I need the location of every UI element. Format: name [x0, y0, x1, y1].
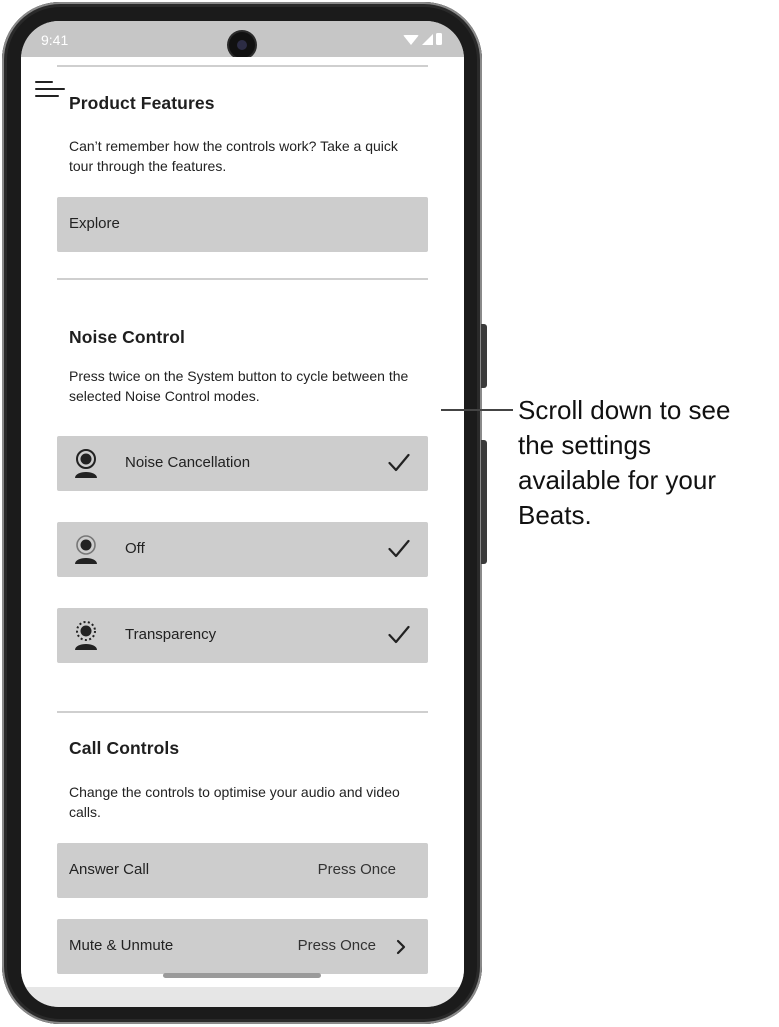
noise-control-heading: Noise Control — [69, 327, 186, 347]
checkmark-icon — [388, 539, 410, 559]
checkmark-icon — [388, 453, 410, 473]
noise-mode-noise-cancellation[interactable] — [57, 436, 428, 491]
mute-unmute-label: Mute & Unmute — [69, 937, 174, 954]
hamburger-menu-icon[interactable] — [35, 81, 67, 103]
section-divider — [57, 65, 428, 67]
call-controls-description: Change the controls to optimise your audio and video calls. — [69, 784, 400, 820]
noise-off-icon — [73, 535, 99, 565]
noise-mode-off[interactable] — [57, 522, 428, 577]
product-features-description: Can’t remember how the controls work? Take a quick tour through the features. — [69, 138, 398, 174]
explore-label: Explore — [69, 215, 120, 232]
checkmark-icon — [388, 625, 410, 645]
noise-mode-transparency[interactable] — [57, 608, 428, 663]
answer-call-label: Answer Call — [69, 861, 150, 878]
transparency-icon — [73, 621, 99, 651]
call-controls-heading: Call Controls — [69, 738, 180, 758]
answer-call-value: Press Once — [317, 861, 396, 878]
section-divider — [57, 278, 428, 280]
navigation-bar — [21, 987, 464, 1007]
product-features-heading: Product Features — [69, 93, 215, 113]
noise-mode-label: Noise Cancellation — [125, 454, 251, 471]
noise-mode-label: Off — [125, 540, 145, 557]
callout-text: Scroll down to see the settings available for your Beats. — [518, 395, 731, 530]
mute-unmute-value: Press Once — [297, 937, 376, 954]
status-time: 9:41 — [41, 32, 69, 48]
noise-mode-label: Transparency — [125, 626, 217, 643]
callout-line — [441, 409, 513, 411]
explore-button[interactable] — [57, 197, 428, 252]
beats-settings-screen — [21, 57, 464, 987]
status-icons — [403, 33, 442, 45]
power-button — [481, 440, 487, 564]
answer-call-row[interactable] — [57, 843, 428, 898]
wifi-icon — [403, 35, 419, 45]
mute-unmute-row[interactable] — [57, 919, 428, 974]
home-indicator[interactable] — [163, 973, 321, 978]
front-camera — [229, 32, 255, 58]
noise-cancellation-icon — [73, 449, 99, 479]
battery-icon — [436, 33, 442, 45]
section-divider — [57, 711, 428, 713]
volume-button — [481, 324, 487, 388]
noise-control-description: Press twice on the System button to cycle between the selected Noise Control modes. — [69, 368, 409, 404]
chevron-right-icon — [396, 939, 406, 955]
phone-screen — [21, 21, 464, 1007]
status-bar — [21, 21, 464, 57]
signal-icon — [422, 34, 433, 45]
